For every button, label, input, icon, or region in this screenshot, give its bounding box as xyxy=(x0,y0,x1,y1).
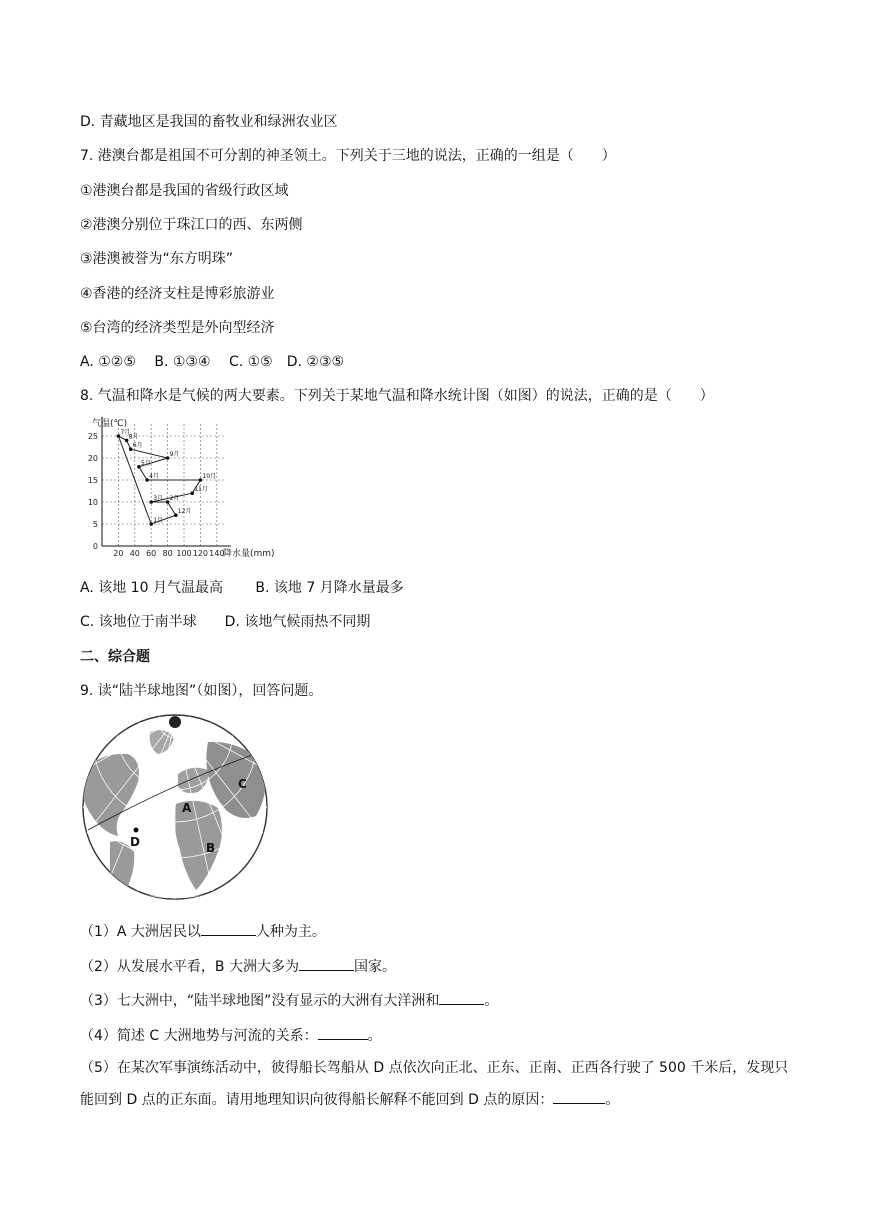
data-point-label: 4月 xyxy=(149,473,159,480)
climate-chart xyxy=(78,414,278,564)
q9-sub4-text-a: （4）简述 C 大洲地势与河流的关系： xyxy=(80,1028,318,1044)
data-point-label: 8月 xyxy=(128,433,139,441)
x-tick-label: 20 xyxy=(113,549,124,558)
chart-marks xyxy=(117,428,216,526)
x-tick-label: 40 xyxy=(129,549,140,558)
map-label-a: A xyxy=(182,801,192,815)
y-tick-label: 20 xyxy=(87,454,98,463)
q6-option-d: D. 青藏地区是我国的畜牧业和绿洲农业区 xyxy=(80,114,338,130)
answer-blank-1[interactable] xyxy=(201,920,256,936)
q7-stem: 7. 港澳台都是祖国不可分割的神圣领土。下列关于三地的说法，正确的一组是（ ） xyxy=(80,148,616,164)
data-point-label: 2月 xyxy=(169,495,180,502)
q9-sub5-text-b: 。 xyxy=(605,1092,620,1108)
q9-sub1-text-a: （1）A 大洲居民以 xyxy=(80,924,201,940)
q9-sub2-text-a: （2）从发展水平看，B 大洲大多为 xyxy=(80,959,299,975)
q8-options-row2: C. 该地位于南半球 D. 该地气候雨热不同期 xyxy=(80,614,371,630)
q9-sub3 xyxy=(80,989,498,1011)
y-tick-label: 10 xyxy=(87,498,98,507)
answer-blank-3[interactable] xyxy=(439,989,484,1005)
q9-sub5-text-a: （5）在某次军事演练活动中，彼得船长驾船从 D 点依次向正北、正东、正南、正西各行驶了 500 千米后，发现只能回到 D 点的正东面。请用地理知识向彼得船长解释不能回到 D 点的原因： xyxy=(80,1060,789,1108)
data-point-label: 12月 xyxy=(177,508,192,516)
x-tick-label: 80 xyxy=(162,549,173,558)
north-pole-marker xyxy=(169,716,181,728)
q8-stem: 8. 气温和降水是气候的两大要素。下列关于某地气温和降水统计图（如图）的说法，正确的是（ ） xyxy=(80,388,714,404)
q7-item-2: ②港澳分别位于珠江口的西、东两侧 xyxy=(80,217,303,233)
q9-sub2-text-b: 国家。 xyxy=(353,959,396,975)
x-tick-label: 60 xyxy=(146,549,157,558)
y-tick-label: 25 xyxy=(87,432,98,441)
data-point-label: 7月 xyxy=(120,429,131,436)
q9-sub4-text-b: 。 xyxy=(367,1028,382,1044)
q7-item-5: ⑤台湾的经济类型是外向型经济 xyxy=(80,320,275,336)
map-point-d xyxy=(134,828,139,833)
section-2-heading: 二、综合题 xyxy=(80,649,150,665)
land-hemisphere-map xyxy=(80,712,270,902)
q9-sub1-text-b: 人种为主。 xyxy=(255,924,326,940)
x-tick-label: 120 xyxy=(192,549,209,558)
q7-options: A. ①②⑤ B. ①③④ C. ①⑤ D. ②③⑤ xyxy=(80,354,345,370)
q9-sub1 xyxy=(80,920,326,942)
data-point-label: 5月 xyxy=(140,459,151,467)
answer-blank-2[interactable] xyxy=(299,955,354,971)
q9-sub4 xyxy=(80,1024,382,1046)
map-label-c: C xyxy=(238,777,247,791)
x-tick-label: 100 xyxy=(176,549,192,558)
y-tick-label: 0 xyxy=(92,542,98,551)
x-tick-label: 140 xyxy=(209,549,225,558)
answer-blank-4[interactable] xyxy=(318,1024,368,1040)
data-point-label: 6月 xyxy=(132,442,143,450)
answer-blank-5[interactable] xyxy=(553,1088,605,1104)
data-point-label: 1月 xyxy=(153,517,164,524)
map-label-b: B xyxy=(206,841,216,855)
data-point-label: 3月 xyxy=(153,495,164,502)
y-tick-label: 5 xyxy=(92,520,98,529)
q9-sub5 xyxy=(80,1052,800,1116)
data-point-label: 10月 xyxy=(202,473,217,480)
chart-ylabel: 气温(℃) xyxy=(92,419,128,429)
q8-options-row1: A. 该地 10 月气温最高 B. 该地 7 月降水量最多 xyxy=(80,580,404,596)
q9-sub3-text-b: 。 xyxy=(484,993,499,1009)
q7-item-3: ③港澳被誉为“东方明珠” xyxy=(80,251,234,267)
q7-item-4: ④香港的经济支柱是博彩旅游业 xyxy=(80,286,275,302)
q7-item-1: ①港澳台都是我国的省级行政区域 xyxy=(80,183,289,199)
q9-sub2 xyxy=(80,955,396,977)
data-point-label: 9月 xyxy=(169,451,180,458)
y-tick-label: 15 xyxy=(87,476,98,485)
map-label-d: D xyxy=(130,835,140,849)
q9-stem: 9. 读“陆半球地图”（如图），回答问题。 xyxy=(80,683,323,699)
data-point-label: 11月 xyxy=(194,486,208,494)
q9-sub3-text-a: （3）七大洲中，“陆半球地图”没有显示的大洲有大洋洲和 xyxy=(80,993,440,1009)
chart-xlabel: 降水量(mm) xyxy=(223,549,275,559)
